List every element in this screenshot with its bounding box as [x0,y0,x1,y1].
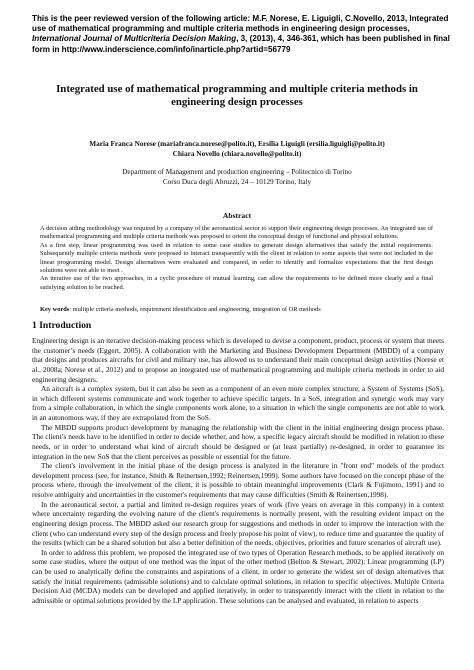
body-paragraph: The client's involvement in the initial phase of the design process is analyzed in the literature in "front end" models of the product development process (see, for instance, Smith & Reinertsen,1992; Reinertsen,1999). Some authors have focused on the concept phase of the process where, through the involvement of the client, it is possible to obtain meaningful improvements (Clark & Fujimoto, 1991) and to resolve ambiguity and uncertainties in the customer's requirements that may cause difficulties (Smith & Reinertsen,1998). [32,461,444,499]
abstract-paragraph: A decision aiding methodology was required by a company of the aeronautical sector to support their engineering design processes. An integrated use of mathematical programming and multiple criteria methods was proposed to orient the conceptual design of functional and physical solutions. [40,225,433,241]
abstract-body [40,225,433,292]
body-paragraph: In the aeronautical sector, a partial and limited re-design requires years of work (five years on average in this company) in a context where uncertainty regarding the evolving nature of the client's requirements is normally present, with the resulting evident impact on the engineering design process. The MBDD asked our research group for suggestions and methods in order to improve the interaction with the client (who can understand every step of the design process and freely propose his point of view), to reduce time and guarantee the quality of the results (which can be a shared solution but also a better definition of the needs, objectives, priorities and future scenarios of aircraft use). [32,499,444,548]
paper-title: Integrated use of mathematical programming and multiple criteria methods in engineering design processes [56,83,418,108]
affiliation-line-2: Corso Duca degli Abruzzi, 24 – 10129 Torino, Italy [162,177,312,186]
affiliation-line-1: Department of Management and production engineering – Politecnico di Torino [122,168,352,176]
notice-text-start: This is the peer reviewed version of the following article: M.F. Norese, E. Liguigli, C.Novello, 2013, Integrated use of mathematical programming and multiple criteria methods in engineering design processes, [32,14,449,34]
notice-text-end: , 3, (2013), 4, 346-361, which has been published in final form in http://www.inderscience.com/info/inarticle.php?artid=56779 [32,34,450,54]
keywords-label: Key words [40,306,70,313]
keywords-text: : multiple criteria methods, requirement identification and engineering, integration of OR methods [69,306,321,313]
authors [40,139,434,158]
body-paragraph: Engineering design is an iterative decision-making process which is developed to devise a component, product, process or system that meets the customer’s needs (Eggert, 2005). A collaboration with the Marketing and Business Development Department (MBDD) of a company that designs and produces aircrafts for civil and military use, has allowed us to understand their main conceptual design activities (Norese et al., 2008a; Norese et al., 2012) and to propose an integrated use of mathematical programming and multiple criteria methods in order to aid engineering designers. [32,336,444,384]
abstract-heading: Abstract [222,211,252,220]
body-paragraph: In order to address this problem, we proposed the integrated use of two types of Operation Research methods, to be applied iteratively on some case studies, where the output of one method was the input of the other method (Belton & Stewart, 2002): Linear programming (LP) can be used to analytically define the constraints and aspirations of a client, in order to generate the widest set of design alternatives that satisfy the initial requirements (admissible solutions) and to calculate optimal solutions, in relation to specific objectives. Multiple Criteria Decision Aid (MCDA) models can be developed and applied iteratively, in order to transparently interact with the client in relation to the admissible or optimal solutions provided by the LP application. These solutions can be analysed and evaluated, in relation to aspects [32,547,444,605]
authors-line-2: Chiara Novello (chiara.novello@polito.it) [172,148,302,158]
body-paragraph: The MBDD supports product development by managing the relationship with the client in the initial engineering design process phase. The client’s needs have to be identified in order to decide whether, and how, a specific legacy aircraft should be modified in relation to these needs, or in order to understand what kind of aircraft should be designed or (at least partially) re-designed, in order to guarantee its integration in the new SoS that the client perceives as possible or essential for the future. [32,422,444,461]
introduction-body [32,336,444,606]
keywords [40,306,433,314]
abstract-paragraph: An iterative use of the two approaches, in a cyclic procedure of mutual learning, can allow the requirements to be defined more clearly and a final satisfying solution to be reached. [40,275,433,291]
section-heading: 1 Introduction [32,320,92,331]
journal-name: International Journal of Multicriteria Decision Making [32,34,237,44]
publication-notice [32,14,452,55]
body-paragraph: An aircraft is a complex system, but it can also be seen as a component of an even more complex structure, a System of Systems (SoS), in which different systems communicate and work together to achieve specific targets. In a SoS, integration and synergic work may vary from a simple collaboration, in which the single components work alone, to a situation in which the single components are not able to work in an autonomous way, if they are extrapolated from the SoS. [32,384,444,422]
authors-line-1: Maria Franca Norese (mariafranca.norese@polito.it), Ersilia Liguigli (ersilia.liguigli@polito.it) [89,139,385,148]
affiliation [40,168,434,187]
abstract-paragraph: As a first step, linear programming was used in relation to some case studies to generate design alternatives that satisfy the initial requirements. Subsequently multiple criteria methods were proposed to interact transparently with the client in relation to some aspects that were not included in the linear programming model. Design alternatives were evaluated and compared, in order to identify and formalize expectations that the first design solutions were not able to meet . [40,241,433,275]
